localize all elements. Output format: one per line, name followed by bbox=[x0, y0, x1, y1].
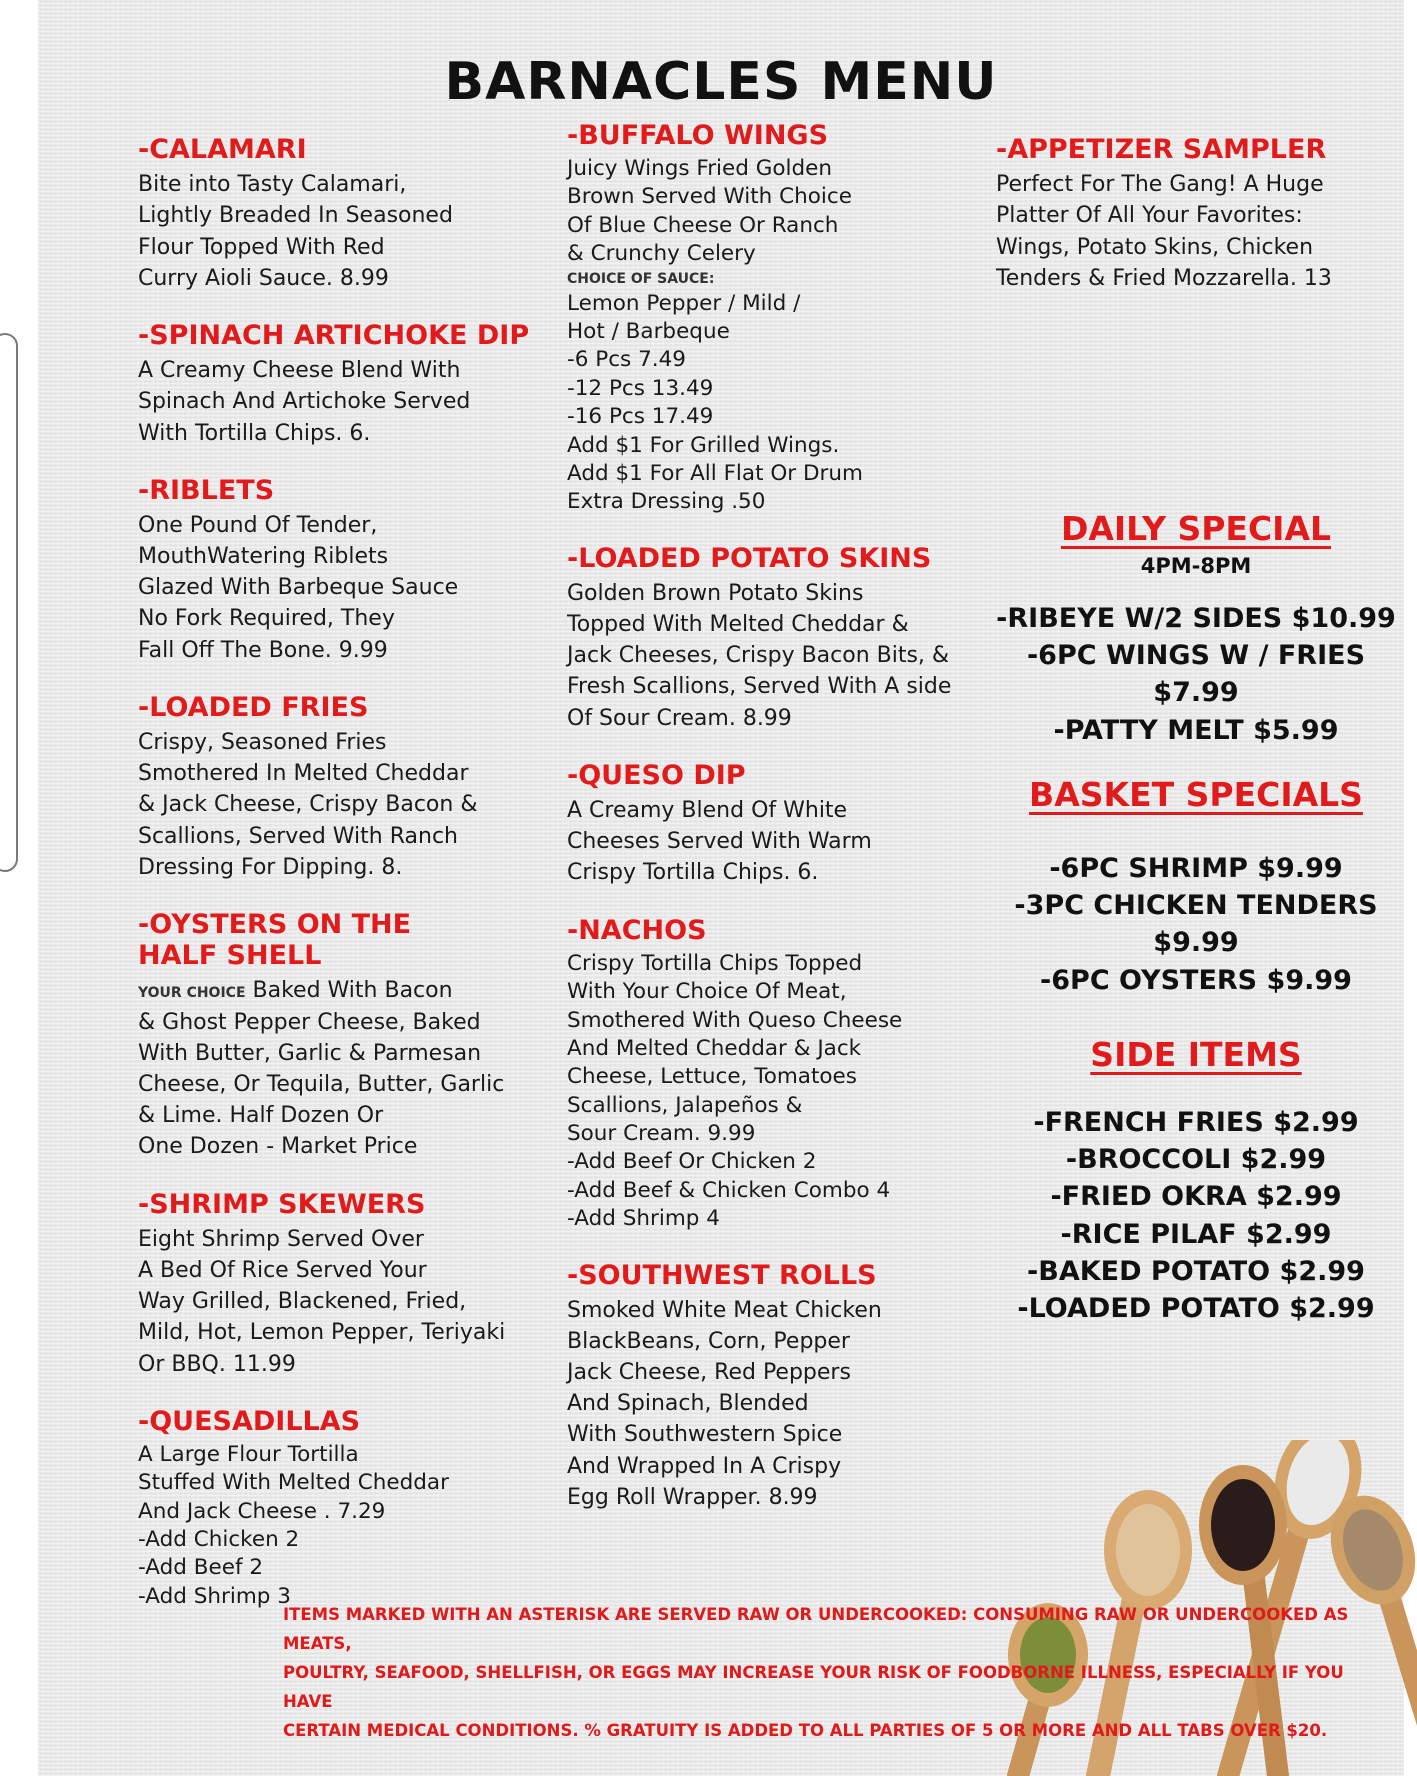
menu-item bbox=[138, 320, 538, 449]
side-items-heading: SIDE ITEMS bbox=[1090, 1034, 1302, 1074]
basket-specials-section bbox=[996, 775, 1396, 999]
item-name: -CALAMARI bbox=[138, 134, 307, 165]
item-description: Crispy Tortilla Chips Topped With Your Choice Of Meat, Smothered With Queso Cheese And Melted Cheddar & Jack Cheese, Lettuce, Tomatoes Scallions, Jalapeños & Sour Cream. 9.99 -Add Beef Or Chicken 2 -Add Beef & Chicken Combo 4 -Add Shrimp 4 bbox=[567, 950, 903, 1232]
menu-item bbox=[138, 692, 538, 883]
item-description: One Pound Of Tender, MouthWatering Riblets Glazed With Barbeque Sauce No Fork Required, They Fall Off The Bone. 9.99 bbox=[138, 512, 459, 663]
special-line: -PATTY MELT $5.99 bbox=[1053, 714, 1339, 746]
item-description bbox=[138, 975, 538, 1162]
item-description: Smoked White Meat Chicken BlackBeans, Corn, Pepper Jack Cheese, Red Peppers And Spinach, Blended With Southwestern Spice And Wrapped In A Crispy Egg Roll Wrapper. 8.99 bbox=[567, 1297, 882, 1510]
side-item-line: -FRIED OKRA $2.99 bbox=[1050, 1181, 1342, 1213]
notice-line: ITEMS MARKED WITH AN ASTERISK ARE SERVED RAW OR UNDERCOOKED: CONSUMING RAW OR UNDERCOOKED AS MEATS, bbox=[283, 1605, 1349, 1653]
menu-item bbox=[567, 120, 977, 517]
menu-item bbox=[138, 909, 538, 1163]
notice-line: POULTRY, SEAFOOD, SHELLFISH, OR EGGS MAY INCREASE YOUR RISK OF FOODBORNE ILLNESS, ESPECIALLY IF YOU HAVE bbox=[283, 1662, 1344, 1711]
menu-item bbox=[567, 760, 977, 889]
menu-title: BARNACLES MENU bbox=[444, 52, 998, 112]
item-name: -LOADED POTATO SKINS bbox=[567, 542, 932, 574]
item-name: -QUESADILLAS bbox=[138, 1405, 361, 1437]
item-name: -NACHOS bbox=[567, 914, 707, 946]
item-description: A Creamy Blend Of White Cheeses Served With Warm Crispy Tortilla Chips. 6. bbox=[567, 798, 872, 886]
item-description-text: Baked With Bacon & Ghost Pepper Cheese, Baked With Butter, Garlic & Parmesan Cheese, Or Tequila, Butter, Garlic & Lime. Half Dozen Or One Dozen - Market Price bbox=[138, 978, 505, 1160]
item-name: -APPETIZER SAMPLER bbox=[996, 134, 1327, 165]
item-description: A Creamy Cheese Blend With Spinach And Artichoke Served With Tortilla Chips. 6. bbox=[138, 358, 471, 446]
side-item-line: -BROCCOLI $2.99 bbox=[1065, 1144, 1327, 1176]
daily-special-section bbox=[996, 509, 1396, 749]
special-line: -RIBEYE W/2 SIDES $10.99 bbox=[996, 602, 1396, 634]
item-description: Bite into Tasty Calamari, Lightly Breaded In Seasoned Flour Topped With Red Curry Aioli Sauce. 8.99 bbox=[138, 172, 453, 291]
menu-column-middle bbox=[567, 120, 977, 1539]
menu-item bbox=[138, 475, 538, 666]
side-item-line: -LOADED POTATO $2.99 bbox=[1017, 1293, 1375, 1325]
menu-item bbox=[567, 1260, 977, 1514]
item-name: -SHRIMP SKEWERS bbox=[138, 1188, 426, 1220]
special-line: -6PC OYSTERS $9.99 bbox=[1040, 964, 1352, 996]
allergy-gratuity-notice bbox=[283, 1601, 1383, 1745]
choice-label: YOUR CHOICE bbox=[138, 985, 246, 1002]
item-description: Golden Brown Potato Skins Topped With Melted Cheddar & Jack Cheeses, Crispy Bacon Bits, & Fresh Scallions, Served With A side Of Sour Cream. 8.99 bbox=[567, 580, 952, 731]
menu-column-right bbox=[996, 134, 1396, 1327]
item-name: -RIBLETS bbox=[138, 474, 275, 506]
side-items-section bbox=[996, 1035, 1396, 1328]
item-description: Perfect For The Gang! A Huge Platter Of All Your Favorites: Wings, Potato Skins, Chicken Tenders & Fried Mozzarella. 13 bbox=[996, 172, 1332, 291]
menu-item bbox=[138, 1406, 538, 1611]
scroll-handle[interactable] bbox=[0, 333, 18, 872]
side-item-line: -FRENCH FRIES $2.99 bbox=[1033, 1106, 1359, 1138]
menu-item bbox=[138, 134, 538, 294]
item-name: -SOUTHWEST ROLLS bbox=[567, 1259, 877, 1291]
item-name: -SPINACH ARTICHOKE DIP bbox=[138, 319, 530, 351]
item-description: Juicy Wings Fried Golden Brown Served With Choice Of Blue Cheese Or Ranch & Crunchy Celery bbox=[567, 156, 852, 267]
item-name: -QUESO DIP bbox=[567, 759, 746, 791]
item-options: Lemon Pepper / Mild / Hot / Barbeque -6 Pcs 7.49 -12 Pcs 13.49 -16 Pcs 17.49 Add $1 For Grilled Wings. Add $1 For All Flat Or Drum Extra Dressing .50 bbox=[567, 290, 863, 515]
special-line: $7.99 bbox=[1153, 677, 1239, 709]
choice-label: CHOICE OF SAUCE: bbox=[567, 270, 715, 287]
menu-item bbox=[138, 1189, 538, 1380]
special-line: -6PC WINGS W / FRIES bbox=[1026, 640, 1366, 672]
item-description: Eight Shrimp Served Over A Bed Of Rice Served Your Way Grilled, Blackened, Fried, Mild, Hot, Lemon Pepper, Teriyaki Or BBQ. 11.99 bbox=[138, 1226, 506, 1377]
side-item-line: -RICE PILAF $2.99 bbox=[1060, 1218, 1332, 1250]
special-line: -3PC CHICKEN TENDERS bbox=[1014, 890, 1378, 922]
menu-item bbox=[567, 543, 977, 734]
special-line: $9.99 bbox=[1153, 927, 1239, 959]
menu-page bbox=[38, 0, 1404, 1776]
menu-item bbox=[567, 915, 977, 1234]
item-name: -OYSTERS ON THE HALF SHELL bbox=[138, 909, 412, 972]
daily-special-hours: 4PM-8PM bbox=[1140, 553, 1252, 578]
daily-special-heading: DAILY SPECIAL bbox=[1060, 508, 1332, 548]
basket-specials-heading: BASKET SPECIALS bbox=[1029, 774, 1363, 814]
notice-line: CERTAIN MEDICAL CONDITIONS. % GRATUITY IS ADDED TO ALL PARTIES OF 5 OR MORE AND ALL TABS OVER $20. bbox=[283, 1720, 1328, 1740]
item-name: -BUFFALO WINGS bbox=[567, 120, 829, 151]
menu-item bbox=[996, 134, 1396, 294]
item-description: A Large Flour Tortilla Stuffed With Melted Cheddar And Jack Cheese . 7.29 -Add Chicken 2 -Add Beef 2 -Add Shrimp 3 bbox=[138, 1441, 449, 1609]
item-name: -LOADED FRIES bbox=[138, 691, 369, 723]
special-line: -6PC SHRIMP $9.99 bbox=[1049, 852, 1343, 884]
item-description: Crispy, Seasoned Fries Smothered In Melted Cheddar & Jack Cheese, Crispy Bacon & Scallions, Served With Ranch Dressing For Dipping. 8. bbox=[138, 730, 478, 880]
menu-column-left bbox=[138, 134, 538, 1637]
side-item-line: -BAKED POTATO $2.99 bbox=[1027, 1255, 1365, 1287]
